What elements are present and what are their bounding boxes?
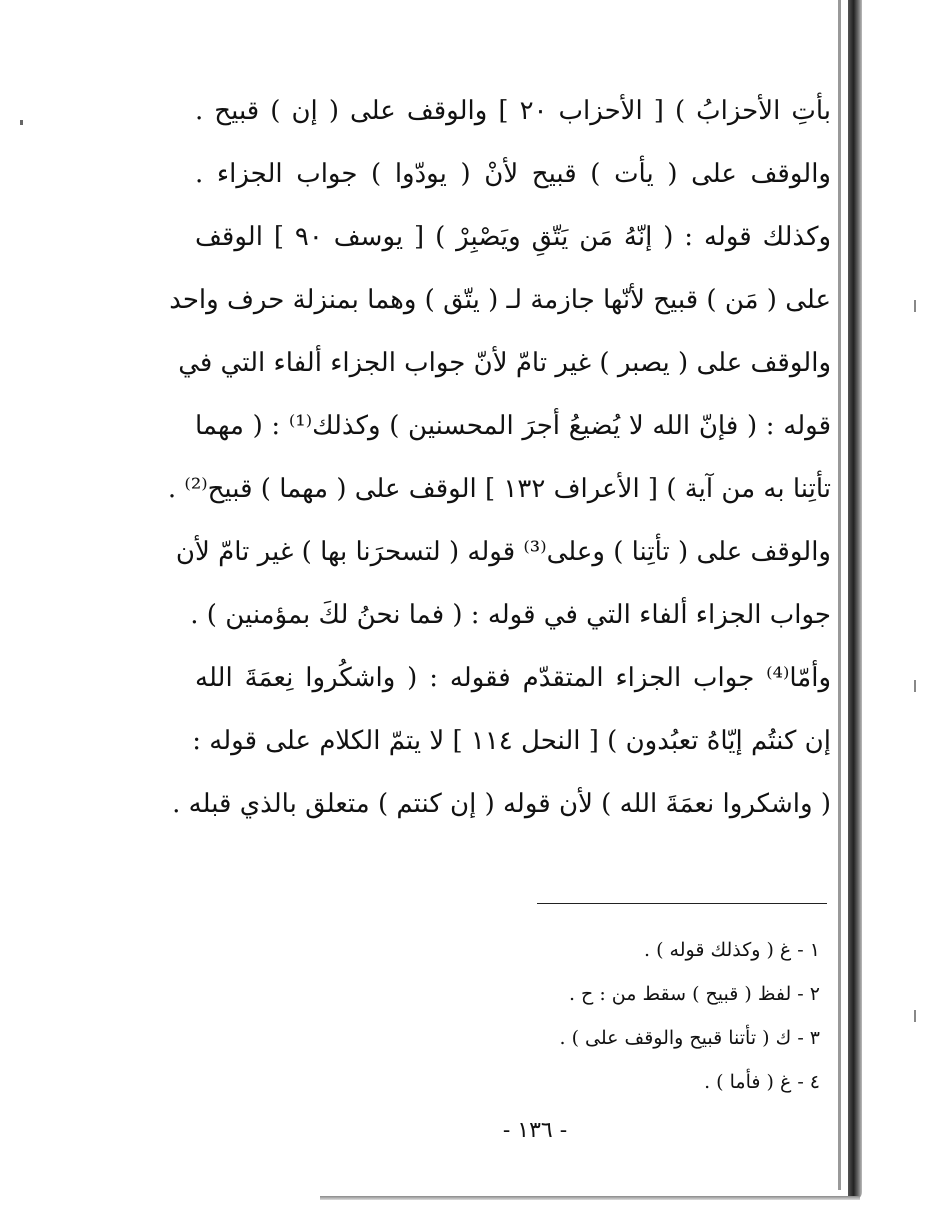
book-spine-edge	[848, 0, 862, 1200]
main-text	[167, 80, 832, 836]
scan-speck	[20, 120, 23, 125]
page-bottom-edge	[320, 1196, 860, 1200]
text-line: والوقف على ( تأتِنا ) وعلى⁽³⁾ قوله ( لتسحرَنا بها ) غير تامّ لأن	[175, 537, 831, 567]
text-line: والوقف على ( يصبر ) غير تامّ لأنّ جواب الجزاء ألفاء التي في	[178, 348, 831, 378]
margin-tick	[914, 300, 916, 312]
page-edge-shadow	[838, 0, 841, 1190]
text-line: إن كنتُم إيّاهُ تعبُدون ) [ النحل ١١٤ ] لا يتمّ الكلام على قوله :	[192, 726, 831, 756]
text-line: تأتِنا به من آية ) [ الأعراف ١٣٢ ] الوقف على ( مهما ) قبيح⁽²⁾ .	[167, 474, 831, 504]
text-line: والوقف على ( يأت ) قبيح لأنْ ( يودّوا ) جواب الجزاء .	[195, 159, 831, 189]
footnote: ١ - غ ( وكذلك قوله ) .	[644, 939, 820, 961]
text-line: ( واشكروا نعمَةَ الله ) لأن قوله ( إن كنتم ) متعلق بالذي قبله .	[172, 789, 831, 819]
margin-tick	[914, 680, 916, 692]
page-number: - ١٣٦ -	[502, 1118, 568, 1143]
text-line: وأمّا⁽⁴⁾ جواب الجزاء المتقدّم فقوله : ( واشكُروا نِعمَةَ الله	[195, 663, 831, 693]
footnote: ٢ - لفظ ( قبيح ) سقط من : ح .	[568, 983, 820, 1005]
text-line: على ( مَن ) قبيح لأنّها جازمة لـ ( يتّق ) وهما بمنزلة حرف واحد	[169, 285, 831, 315]
margin-tick	[914, 1010, 916, 1022]
footnotes	[420, 928, 820, 1104]
text-line: قوله : ( فإنّ الله لا يُضيعُ أجرَ المحسنين ) وكذلك⁽¹⁾ : ( مهما	[195, 411, 831, 441]
text-line: وكذلك قوله : ( إنّهُ مَن يَتّقِ ويَصْبِرْ ) [ يوسف ٩٠ ] الوقف	[195, 222, 832, 252]
footnote: ٣ - ك ( تأتنا قبيح والوقف على ) .	[559, 1027, 820, 1049]
margin-marks	[884, 0, 930, 1230]
text-line: بأتِ الأحزابُ ) [ الأحزاب ٢٠ ] والوقف على ( إن ) قبيح .	[195, 96, 831, 126]
footnote-separator	[537, 903, 827, 904]
text-line: جواب الجزاء ألفاء التي في قوله : ( فما نحنُ لكَ بمؤمنين ) .	[190, 600, 831, 630]
footnote: ٤ - غ ( فأما ) .	[704, 1071, 820, 1093]
